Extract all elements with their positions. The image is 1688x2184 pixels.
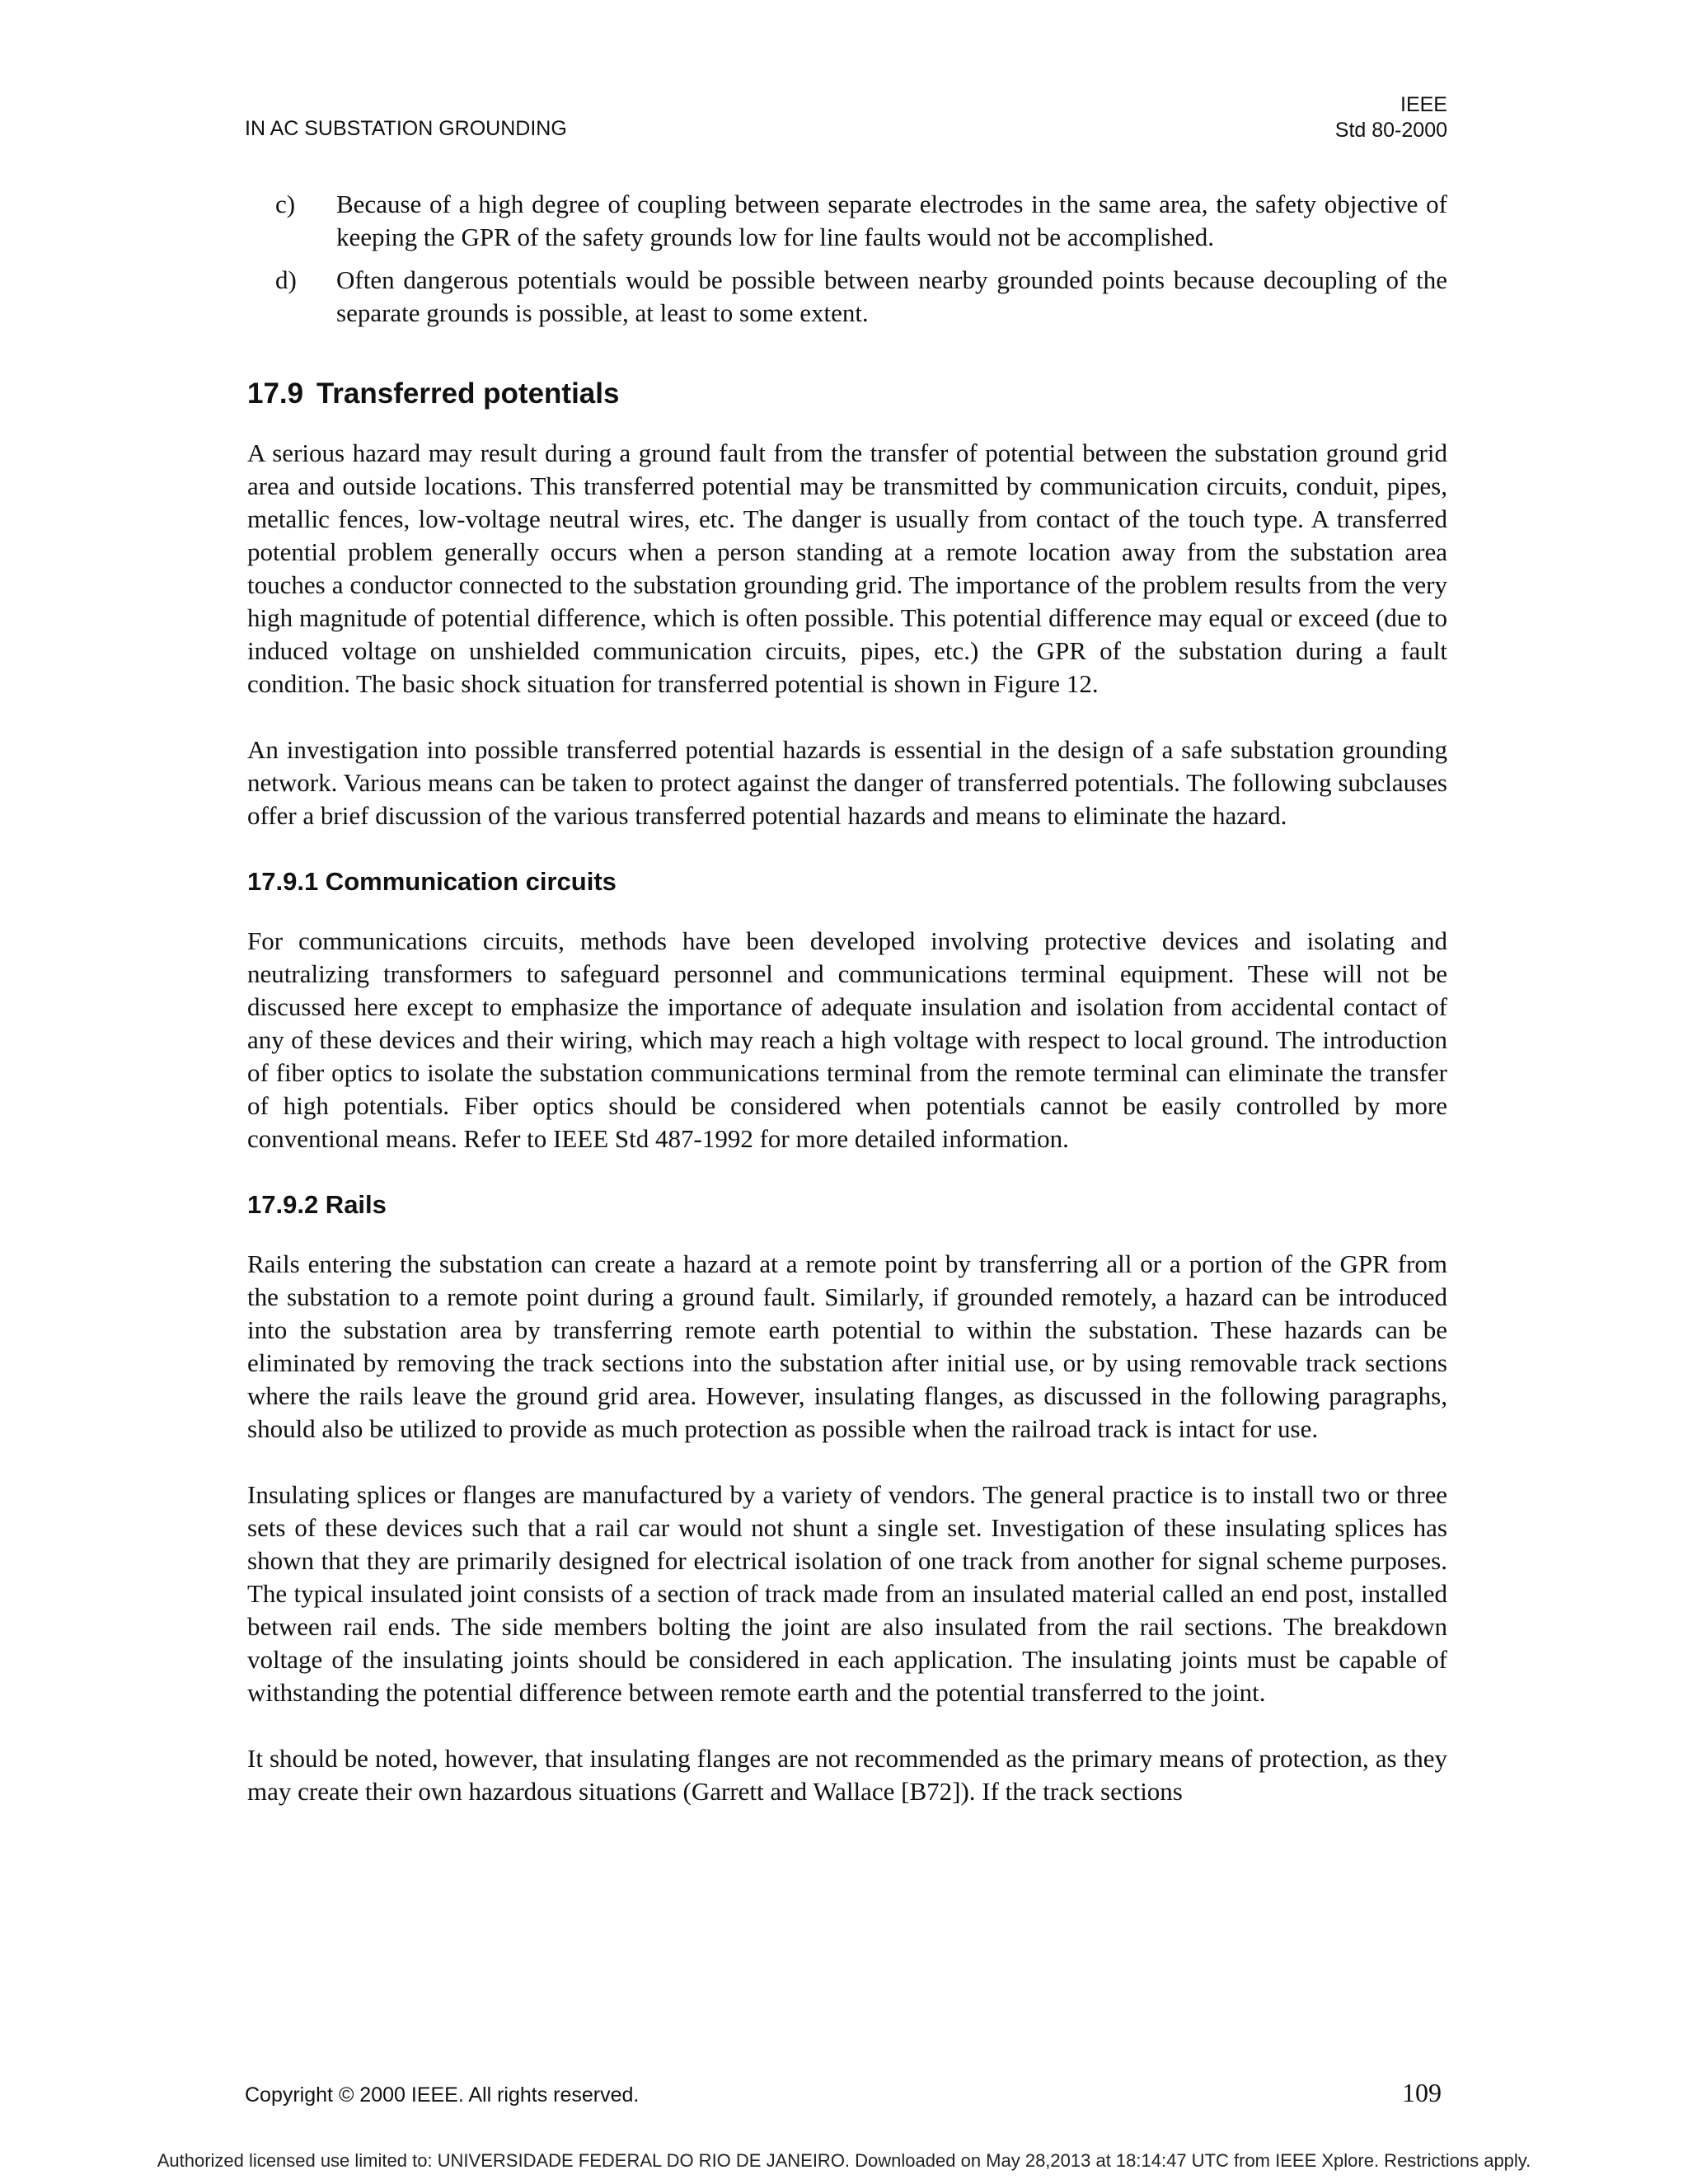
paragraph: It should be noted, however, that insulating flanges are not recommended as the primary means of protection, as they may create their own hazardous situations (Garrett and Wallace [B72]). If the track sections [247, 1744, 1447, 1806]
list-item [247, 188, 1447, 254]
list-item-text: Often dangerous potentials would be possible between nearby grounded points because decoupling of the separate grounds is possible, at least to some extent. [336, 265, 1447, 327]
header-org: IEEE [1400, 93, 1447, 116]
running-header-title: IN AC SUBSTATION GROUNDING [245, 117, 567, 140]
copyright-notice: Copyright © 2000 IEEE. All rights reserved. [245, 2083, 640, 2107]
paragraph: Insulating splices or flanges are manufactured by a variety of vendors. The general practice is to install two or three sets of these devices such that a rail car would not shunt a single set. Investigation of these insulating splices has shown that they are primarily designed for electrical isolation of one track from another for signal scheme purposes. The typical insulated joint consists of a section of track made from an insulated material called an end post, installed between rail ends. The side members bolting the joint are also insulated from the rail sections. The breakdown voltage of the insulating joints should be considered in each application. The insulating joints must be capable of withstanding the potential difference between remote earth and the potential transferred to the joint. [247, 1480, 1447, 1707]
running-header-standard [1335, 92, 1447, 143]
subsection-heading-17-9-1: 17.9.1 Communication circuits [247, 867, 617, 896]
list-item-label: d) [275, 265, 297, 294]
page-number: 109 [1402, 2078, 1442, 2107]
list-item [247, 264, 1447, 330]
paragraph: Rails entering the substation can create a hazard at a remote point by transferring all or a portion of the GPR from the substation to a remote point during a ground fault. Similarly, if grounded remotely, a hazard can be introduced into the substation area by transferring remote earth potential to within the substation. These hazards can be eliminated by removing the track sections into the substation after initial use, or by using removable track sections where the rails leave the ground grid area. However, insulating flanges, as discussed in the following paragraphs, should also be utilized to provide as much protection as possible when the railroad track is intact for use. [247, 1249, 1447, 1443]
subsection-heading-17-9-2: 17.9.2 Rails [247, 1190, 387, 1219]
list-item-text: Because of a high degree of coupling between separate electrodes in the same area, the safety objective of keeping the GPR of the safety grounds low for line faults would not be accomplished. [336, 190, 1447, 251]
section-number: 17.9 [247, 377, 304, 410]
license-notice: Authorized licensed use limited to: UNIVERSIDADE FEDERAL DO RIO DE JANEIRO. Downloaded on May 28,2013 at 18:14:47 UTC from IEEE Xplore. Restrictions apply. [157, 2150, 1531, 2171]
section-title: Transferred potentials [316, 377, 620, 410]
body-content [247, 188, 1447, 1841]
section-heading-17-9 [247, 377, 1447, 410]
list-item-label: c) [275, 190, 296, 218]
paragraph: A serious hazard may result during a ground fault from the transfer of potential between the substation ground grid area and outside locations. This transferred potential may be transmitted by communication circuits, conduit, pipes, metallic fences, low-voltage neutral wires, etc. The danger is usually from contact of the touch type. A transferred potential problem generally occurs when a person standing at a remote location away from the substation area touches a conductor connected to the substation grounding grid. The importance of the problem results from the very high magnitude of potential difference, which is often possible. This potential difference may equal or exceed (due to induced voltage on unshielded communication circuits, pipes, etc.) the GPR of the substation during a fault condition. The basic shock situation for transferred potential is shown in Figure 12. [247, 438, 1447, 698]
header-std-number: Std 80-2000 [1334, 119, 1447, 142]
paragraph: An investigation into possible transferred potential hazards is essential in the design of a safe substation grounding network. Various means can be taken to protect against the danger of transferred potentials. The following subclauses offer a brief discussion of the various transferred potential hazards and means to eliminate the hazard. [247, 735, 1447, 830]
paragraph: For communications circuits, methods have been developed involving protective devices and isolating and neutralizing transformers to safeguard personnel and communications terminal equipment. These will not be discussed here except to emphasize the importance of adequate insulation and isolation from accidental contact of any of these devices and their wiring, which may reach a high voltage with respect to local ground. The introduction of fiber optics to isolate the substation communications terminal from the remote terminal can eliminate the transfer of high potentials. Fiber optics should be considered when potentials cannot be easily controlled by more conventional means. Refer to IEEE Std 487-1992 for more detailed information. [247, 926, 1447, 1153]
